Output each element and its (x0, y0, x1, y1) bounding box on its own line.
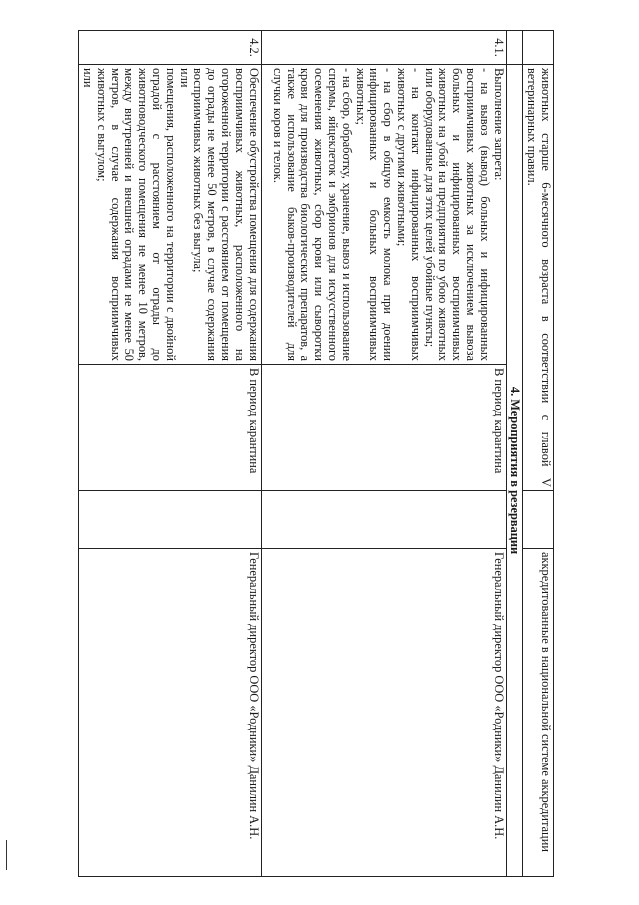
cell-top-text: животных старше 6-месячного возраста в соответствии с главой V ветеринарных правил. (523, 65, 554, 491)
list-item: Выполнение запрета: (491, 68, 506, 181)
measure-description (261, 65, 506, 365)
deadline: В период карантина (79, 365, 261, 491)
table-row (523, 31, 554, 877)
list-item: - на вывоз (вывод) больных и инфицированных восприимчивых животных за исключением вывоза больных и инфицированных восприимчивых животных на убой на предприятия по убою животных или оборудованные для этих целей убойные пункты; (422, 68, 492, 361)
cell-top-right-text: аккредитованные в национальной системе аккредитации (523, 549, 554, 877)
cell-num (523, 31, 554, 65)
list-item: - на контакт инфицированных восприимчивых животных с другими животными; (395, 68, 423, 361)
responsible-person: Генеральный директор ООО «Родники» Данилин А.Н. (261, 549, 506, 877)
cell-num (506, 31, 523, 65)
section-title: 4. Мероприятия в резервации (506, 65, 523, 877)
table-row-4-2 (79, 31, 261, 877)
cell-empty (261, 491, 506, 549)
cell-empty (79, 491, 261, 549)
cell-empty (523, 491, 554, 549)
row-number: 4.2. (79, 31, 261, 65)
measures-table (78, 30, 554, 877)
responsible-person: Генеральный директор ООО «Родники» Данилин А.Н. (79, 549, 261, 877)
list-item: - на сбор в общую емкость молока при доении инфицированных и больных восприимчивых животных; (353, 68, 396, 361)
list-item: или (81, 68, 96, 88)
measure-description (79, 65, 261, 365)
section-row (506, 31, 523, 877)
deadline: В период карантина (261, 365, 506, 491)
list-item: Обеспечение обустройства помещения для содержания восприимчивых животных, расположенного на огороженной территории с расстоянием от помещения до ограды не менее 50 метров, в случае содержания восприимчивых животных без выгула; (191, 68, 261, 361)
list-item: или (177, 68, 192, 88)
table-row-4-1 (261, 31, 506, 877)
list-item: - на сбор, обработку, хранение, вывоз и использование спермы, яйцеклеток и эмбрионов для искусственного осеменения животных, сбор крови или сыворотки крови для производства биологических препаратов, а также использование быков-производителей для случки коров и телок. (270, 68, 354, 361)
row-number: 4.1. (261, 31, 506, 65)
list-item: помещения, расположенного на территории с двойной оградой с расстоянием от ограды до животноводческого помещения не менее 10 метров, между внутренней и внешней оградами не менее 50 метров, в случае содержания восприимчивых животных с выгулом; (94, 68, 178, 361)
